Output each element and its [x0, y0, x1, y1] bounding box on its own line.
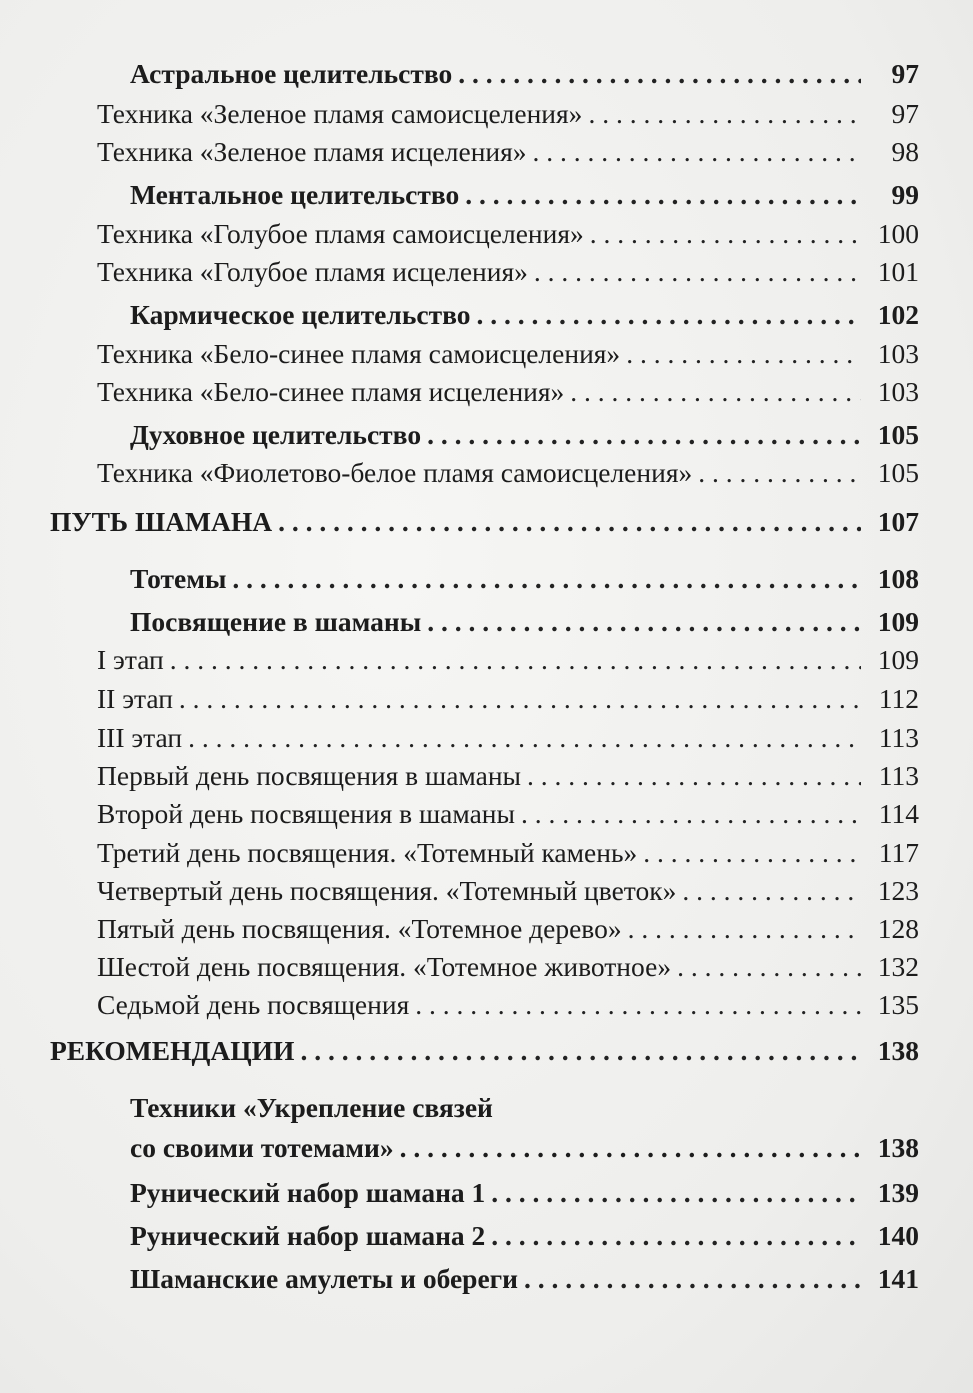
toc-title: Пятый день посвящения. «Тотемное дерево» — [97, 913, 622, 944]
toc-title: III этап — [97, 722, 183, 753]
toc-page-number: 128 — [877, 913, 919, 944]
toc-entry — [0, 453, 973, 493]
toc-entry — [0, 985, 973, 1025]
toc-entry — [0, 679, 973, 719]
toc-page-number: 107 — [877, 506, 919, 537]
toc-leader-dots — [533, 132, 861, 172]
toc-entry — [0, 718, 973, 758]
toc-title: Первый день посвящения в шаманы — [97, 760, 522, 791]
toc-page-number: 98 — [891, 136, 919, 167]
toc-title: Рунический набор шамана 2 — [130, 1220, 486, 1251]
toc-entry — [0, 947, 973, 987]
toc-entry-multiline — [130, 1088, 919, 1168]
toc-leader-dots — [628, 909, 861, 949]
toc-title: Четвертый день посвящения. «Тотемный цветок» — [97, 875, 677, 906]
toc-chapter — [0, 1031, 973, 1071]
toc-page-number: 109 — [877, 644, 919, 675]
toc-title: Техника «Бело-синее пламя исцеления» — [97, 376, 565, 407]
toc-title: Шаманские амулеты и обереги — [130, 1263, 518, 1294]
toc-page-number: 112 — [878, 683, 919, 714]
toc-page-number: 114 — [878, 798, 919, 829]
toc-entry — [0, 214, 973, 254]
toc-leader-dots — [278, 502, 861, 542]
toc-leader-dots — [427, 602, 861, 642]
toc-title: Ментальное целительство — [130, 179, 460, 210]
toc-leader-dots — [626, 334, 861, 374]
toc-leader-dots — [491, 1216, 861, 1256]
toc-leader-dots — [698, 453, 861, 493]
toc-leader-dots — [170, 640, 861, 680]
toc-title: Кармическое целительство — [130, 299, 471, 330]
toc-leader-dots — [527, 756, 861, 796]
toc-page-number: 103 — [877, 338, 919, 369]
toc-title: Техника «Голубое пламя исцеления» — [97, 256, 528, 287]
toc-leader-dots — [643, 833, 861, 873]
toc-page-number: 109 — [877, 606, 919, 637]
toc-entry — [0, 334, 973, 374]
toc-leader-dots — [534, 252, 861, 292]
toc-leader-dots — [588, 94, 861, 134]
toc-entry — [0, 559, 973, 599]
toc-page-number: 113 — [878, 722, 919, 753]
toc-entry — [0, 1259, 973, 1299]
toc-page-number: 113 — [878, 760, 919, 791]
toc-title-line1: Техники «Укрепление связей — [130, 1092, 493, 1123]
toc-title-line2: со своими тотемами» — [130, 1132, 394, 1163]
toc-page-number: 102 — [877, 299, 919, 330]
toc-title: I этап — [97, 644, 164, 675]
toc-entry — [0, 833, 973, 873]
toc-title: ПУТЬ ШАМАНА — [50, 506, 273, 537]
toc-title: Техника «Голубое пламя самоисцеления» — [97, 218, 584, 249]
toc-leader-dots — [524, 1259, 861, 1299]
toc-entry — [0, 640, 973, 680]
toc-leader-dots — [521, 794, 861, 834]
toc-title: Рунический набор шамана 1 — [130, 1177, 486, 1208]
toc-page-number: 99 — [891, 179, 919, 210]
toc-entry — [0, 1216, 973, 1256]
toc-entry — [0, 132, 973, 172]
toc-leader-dots — [179, 679, 861, 719]
toc-page-number: 105 — [877, 419, 919, 450]
toc-entry-line2 — [130, 1128, 919, 1168]
toc-page-number: 138 — [877, 1132, 919, 1163]
toc-title: РЕКОМЕНДАЦИИ — [50, 1035, 295, 1066]
toc-entry — [0, 909, 973, 949]
toc-title: Техника «Зеленое пламя самоисцеления» — [97, 98, 583, 129]
toc-page-number: 100 — [877, 218, 919, 249]
toc-page-number: 97 — [891, 58, 919, 89]
toc-title: Второй день посвящения в шаманы — [97, 798, 515, 829]
toc-title: Техника «Зеленое пламя исцеления» — [97, 136, 527, 167]
toc-entry — [0, 871, 973, 911]
toc-entry — [0, 756, 973, 796]
toc-leader-dots — [590, 214, 861, 254]
toc-leader-dots — [682, 871, 861, 911]
toc-page-number: 117 — [878, 837, 919, 868]
toc-entry — [0, 175, 973, 215]
toc-title: Духовное целительство — [130, 419, 422, 450]
toc-title: Седьмой день посвящения — [97, 989, 410, 1020]
toc-page-number: 105 — [877, 457, 919, 488]
toc-entry — [0, 94, 973, 134]
toc-title: Шестой день посвящения. «Тотемное животное» — [97, 951, 672, 982]
toc-page-number: 138 — [877, 1035, 919, 1066]
toc-leader-dots — [491, 1173, 861, 1213]
toc-leader-dots — [400, 1128, 861, 1168]
toc-chapter — [0, 502, 973, 542]
toc-title: Астральное целительство — [130, 58, 453, 89]
toc-entry — [0, 372, 973, 412]
toc-page-number: 123 — [877, 875, 919, 906]
toc-leader-dots — [300, 1031, 861, 1071]
toc-title: Третий день посвящения. «Тотемный камень» — [97, 837, 638, 868]
toc-entry — [0, 794, 973, 834]
toc-entry — [0, 252, 973, 292]
toc-leader-dots — [415, 985, 861, 1025]
toc-title: Тотемы — [130, 563, 227, 594]
toc-page-number: 132 — [877, 951, 919, 982]
toc-title: Техника «Фиолетово-белое пламя самоисцеления» — [97, 457, 693, 488]
toc-leader-dots — [232, 559, 861, 599]
toc-entry — [0, 54, 973, 94]
toc-page-number: 108 — [877, 563, 919, 594]
toc-leader-dots — [458, 54, 861, 94]
toc-leader-dots — [465, 175, 861, 215]
toc-leader-dots — [188, 718, 861, 758]
toc-leader-dots — [427, 415, 861, 455]
toc-page-number: 140 — [877, 1220, 919, 1251]
toc-page-number: 141 — [877, 1263, 919, 1294]
toc-leader-dots — [677, 947, 861, 987]
toc-title: II этап — [97, 683, 173, 714]
toc-entry — [0, 1173, 973, 1213]
toc-page-number: 135 — [877, 989, 919, 1020]
toc-page-number: 139 — [877, 1177, 919, 1208]
toc-page-number: 101 — [877, 256, 919, 287]
toc-page-number: 103 — [877, 376, 919, 407]
toc-entry — [0, 295, 973, 335]
toc-entry — [0, 602, 973, 642]
toc-leader-dots — [570, 372, 861, 412]
toc-page-number: 97 — [891, 98, 919, 129]
toc-title: Техника «Бело-синее пламя самоисцеления» — [97, 338, 621, 369]
toc-entry — [0, 415, 973, 455]
toc-leader-dots — [477, 295, 862, 335]
toc-title: Посвящение в шаманы — [130, 606, 422, 637]
